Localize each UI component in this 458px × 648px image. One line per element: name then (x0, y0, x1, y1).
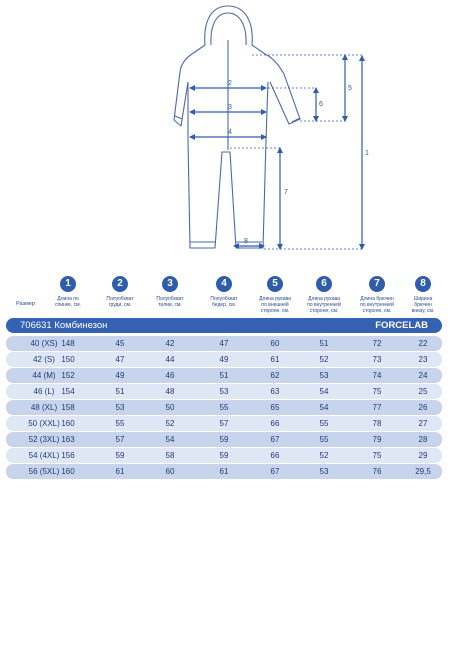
measurement-cell: 79 (372, 435, 382, 444)
jumpsuit-outline (174, 6, 300, 248)
table-row (6, 336, 442, 351)
garment-measurement-diagram (0, 0, 458, 262)
brand-name: FORCELAB (375, 320, 428, 331)
column-number-badge: 8 (415, 276, 431, 292)
measurement-cell: 78 (372, 419, 382, 428)
measurement-cell: 61 (270, 355, 280, 364)
measurement-cell: 75 (372, 387, 382, 396)
measurement-cell: 54 (165, 435, 175, 444)
column-number-badge: 1 (60, 276, 76, 292)
product-article: 706631 Комбинезон (20, 320, 108, 331)
column-caption-line: Длина по (57, 296, 79, 302)
measurement-cell: 50 (165, 403, 175, 412)
measurement-cell: 55 (319, 435, 329, 444)
measurement-cell: 59 (219, 435, 229, 444)
size-cell: 54 (4XL) (28, 451, 60, 460)
legend-column-3 (143, 276, 197, 308)
column-number-badge: 4 (216, 276, 232, 292)
column-caption (41, 296, 95, 308)
measurement-cell: 27 (418, 419, 428, 428)
measurement-cell: 77 (372, 403, 382, 412)
legend-column-4 (197, 276, 251, 308)
measurement-cell: 23 (418, 355, 428, 364)
measurement-lines (190, 55, 362, 249)
table-row (6, 384, 442, 399)
measurement-cell: 51 (219, 371, 229, 380)
size-cell: 52 (3XL) (28, 435, 60, 444)
measurement-cell: 53 (115, 403, 125, 412)
measurement-cell: 57 (219, 419, 229, 428)
measurement-cell: 49 (115, 371, 125, 380)
column-caption-line: Длина рукава (259, 296, 291, 302)
measurement-cell: 53 (319, 371, 329, 380)
table-row (6, 368, 442, 383)
column-caption (197, 296, 251, 308)
legend-column-5 (248, 276, 302, 314)
measurement-cell: 66 (270, 419, 280, 428)
legend-column-8 (396, 276, 450, 314)
column-number-badge: 6 (316, 276, 332, 292)
diagram-label-1: 1 (365, 150, 369, 157)
column-caption-line: талии, см. (158, 302, 182, 308)
measurement-cell: 48 (165, 387, 175, 396)
size-cell: 46 (L) (33, 387, 55, 396)
size-cell: 44 (M) (32, 371, 56, 380)
measurement-cell: 75 (372, 451, 382, 460)
measurement-cell: 160 (61, 419, 75, 428)
diagram-label-7: 7 (284, 189, 288, 196)
column-caption (248, 296, 302, 314)
measurement-cell: 54 (319, 403, 329, 412)
measurement-cell: 55 (115, 419, 125, 428)
diagram-label-8: 8 (244, 238, 248, 245)
size-cell: 42 (S) (33, 355, 55, 364)
measurement-cell: 67 (270, 467, 280, 476)
measurement-cell: 74 (372, 371, 382, 380)
column-caption-line: спинке, см. (55, 302, 81, 308)
column-caption-line: по внутренней (360, 302, 394, 308)
measurement-cell: 22 (418, 339, 428, 348)
measurement-cell: 148 (61, 339, 75, 348)
legend-column-6 (297, 276, 351, 314)
measurement-cell: 52 (319, 355, 329, 364)
measurement-cell: 61 (219, 467, 229, 476)
diagram-label-5: 5 (348, 85, 352, 92)
size-cell: 40 (XS) (30, 339, 58, 348)
diagram-label-6: 6 (319, 101, 323, 108)
measurement-cell: 26 (418, 403, 428, 412)
measurement-cell: 24 (418, 371, 428, 380)
measurement-cell: 53 (319, 467, 329, 476)
measurement-cell: 73 (372, 355, 382, 364)
diagram-label-3: 3 (228, 104, 232, 111)
measurement-cell: 59 (219, 451, 229, 460)
size-cell: 56 (5XL) (28, 467, 60, 476)
measurement-cell: 62 (270, 371, 280, 380)
measurement-cell: 55 (219, 403, 229, 412)
size-table (6, 336, 442, 480)
column-caption (143, 296, 197, 308)
diagram-label-2: 2 (228, 80, 232, 87)
table-row (6, 400, 442, 415)
measurement-cell: 51 (319, 339, 329, 348)
table-row (6, 432, 442, 447)
column-caption-line: по внешней (261, 302, 289, 308)
diagram-label-4: 4 (228, 129, 232, 136)
measurement-cell: 65 (270, 403, 280, 412)
measurement-cell: 53 (219, 387, 229, 396)
measurement-cell: 46 (165, 371, 175, 380)
measurement-cell: 163 (61, 435, 75, 444)
column-number-badge: 5 (267, 276, 283, 292)
measurement-cell: 60 (165, 467, 175, 476)
measurement-cell: 29,5 (415, 467, 431, 476)
legend-column-1 (41, 276, 95, 308)
column-caption-line: бедер, см. (211, 302, 237, 308)
column-caption-line: Ширина (413, 296, 433, 302)
measurement-cell: 158 (61, 403, 75, 412)
measurement-cell: 45 (115, 339, 125, 348)
column-caption-line: Полуобхват (156, 296, 184, 302)
measurement-cell: 66 (270, 451, 280, 460)
column-caption-line: Полуобхват (106, 296, 134, 302)
column-caption (396, 296, 450, 314)
measurement-cell: 150 (61, 355, 75, 364)
measurement-cell: 57 (115, 435, 125, 444)
column-caption-line: Длина рукава (308, 296, 340, 302)
measurement-cell: 49 (219, 355, 229, 364)
measurement-guides (230, 55, 362, 249)
column-caption-line: внизу, см. (411, 308, 435, 314)
measurement-cell: 28 (418, 435, 428, 444)
measurement-cell: 51 (115, 387, 125, 396)
measurement-cell: 72 (372, 339, 382, 348)
table-row (6, 416, 442, 431)
measurement-cell: 52 (165, 419, 175, 428)
column-caption (297, 296, 351, 314)
column-number-badge: 7 (369, 276, 385, 292)
measurement-cell: 160 (61, 467, 75, 476)
column-caption-line: стороне, см. (362, 308, 392, 314)
measurement-cell: 44 (165, 355, 175, 364)
measurement-cell: 61 (115, 467, 125, 476)
column-caption-line: стороне, см. (309, 308, 339, 314)
measurement-cell: 154 (61, 387, 75, 396)
table-row (6, 352, 442, 367)
measurement-cell: 54 (319, 387, 329, 396)
measurement-cell: 59 (115, 451, 125, 460)
size-column-header: Размер (16, 301, 35, 307)
column-caption-line: Полуобхват (210, 296, 238, 302)
measurement-cell: 25 (418, 387, 428, 396)
measurement-cell: 152 (61, 371, 75, 380)
measurement-cell: 60 (270, 339, 280, 348)
column-caption-line: по внутренней (307, 302, 341, 308)
measurement-cell: 156 (61, 451, 75, 460)
measurement-cell: 47 (219, 339, 229, 348)
column-number-badge: 2 (112, 276, 128, 292)
measurement-cell: 58 (165, 451, 175, 460)
column-caption (93, 296, 147, 308)
table-row (6, 464, 442, 479)
measurement-cell: 67 (270, 435, 280, 444)
measurement-cell: 55 (319, 419, 329, 428)
legend-column-2 (93, 276, 147, 308)
column-caption-line: стороне, см. (260, 308, 290, 314)
column-number-badge: 3 (162, 276, 178, 292)
column-caption-line: брючин (414, 302, 432, 308)
measurement-cell: 76 (372, 467, 382, 476)
table-row (6, 448, 442, 463)
measurement-cell: 52 (319, 451, 329, 460)
product-header-bar (6, 318, 442, 333)
measurement-cell: 29 (418, 451, 428, 460)
size-cell: 50 (XXL) (28, 419, 60, 428)
measurement-cell: 63 (270, 387, 280, 396)
measurement-cell: 42 (165, 339, 175, 348)
column-caption-line: груди, см. (108, 302, 132, 308)
measurement-cell: 47 (115, 355, 125, 364)
size-table-legend (0, 276, 458, 318)
size-cell: 48 (XL) (30, 403, 58, 412)
column-caption-line: Длина брючин (360, 296, 394, 302)
